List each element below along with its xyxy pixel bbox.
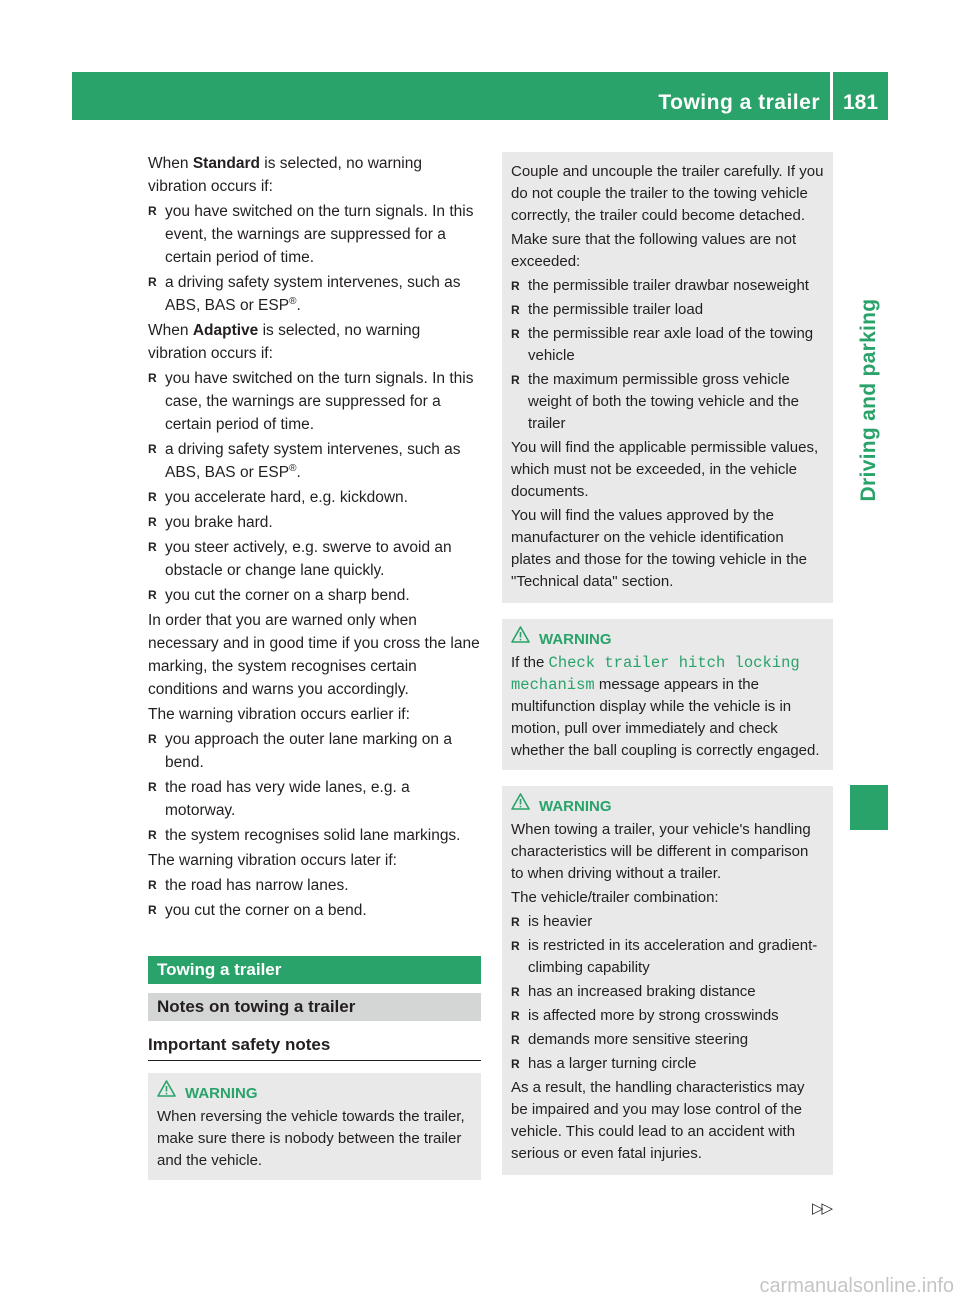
safety-notes-heading: Important safety notes [148, 1021, 481, 1061]
list-item: R is heavier [511, 911, 825, 933]
list-item: R you brake hard. [148, 511, 481, 534]
earlier-bullet-list [148, 728, 481, 847]
limits-bullet-list [511, 275, 825, 435]
warning-text: As a result, the handling characteristics may be impaired and you may lose control of the vehicle. This could lead to an accident with serious or even fatal injuries. [511, 1079, 805, 1162]
list-item: R is affected more by strong crosswinds [511, 1005, 825, 1027]
continue-arrow-icon: ▷▷ [812, 1200, 832, 1217]
list-item: R has a larger turning circle [511, 1053, 825, 1075]
list-item: R you have switched on the turn signals. In this case, the warnings are suppressed for a certain period of time. [148, 367, 481, 436]
left-column [148, 152, 481, 1180]
warning-box [502, 786, 833, 1175]
warning-box [502, 619, 833, 770]
warning-text: If the Check trailer hitch locking mechanism message appears in the multifunction display while the vehicle is in motion, pull over immediately and check whether the ball coupling is correctly engaged. [511, 654, 820, 759]
adaptive-mode-label: Adaptive [192, 322, 259, 339]
adaptive-bullet-list [148, 367, 481, 607]
standard-bullet-list [148, 200, 481, 317]
warning-triangle-icon [157, 1080, 176, 1105]
right-column [502, 152, 833, 1175]
list-item: R the permissible trailer drawbar noseweight [511, 275, 825, 297]
standard-paragraph: When Standard is selected, no warning vibration occurs if: [148, 155, 422, 195]
warning-text: When reversing the vehicle towards the trailer, make sure there is nobody between the trailer and the vehicle. [157, 1108, 465, 1169]
list-item: R demands more sensitive steering [511, 1029, 825, 1051]
list-item: R you accelerate hard, e.g. kickdown. [148, 486, 481, 509]
later-paragraph: The warning vibration occurs later if: [148, 852, 397, 869]
list-item: R the permissible trailer load [511, 299, 825, 321]
subsection-heading: Notes on towing a trailer [148, 993, 481, 1021]
display-message: Check trailer hitch locking mechanism [511, 654, 800, 694]
list-item: R you cut the corner on a bend. [148, 899, 481, 922]
warning-heading: WARNING [157, 1082, 473, 1106]
earlier-paragraph: The warning vibration occurs earlier if: [148, 706, 410, 723]
combination-bullet-list [511, 911, 825, 1075]
section-heading: Towing a trailer [148, 956, 481, 984]
info-paragraph: Couple and uncouple the trailer carefully. If you do not couple the trailer to the towing vehicle correctly, the trailer could become detached. [511, 163, 824, 224]
list-item: R the road has narrow lanes. [148, 874, 481, 897]
warning-text: When towing a trailer, your vehicle's handling characteristics will be different in comparison to when driving without a trailer. [511, 821, 811, 882]
list-item: R has an increased braking distance [511, 981, 825, 1003]
adaptive-paragraph: When Adaptive is selected, no warning vibration occurs if: [148, 322, 421, 362]
info-paragraph: You will find the values approved by the manufacturer on the vehicle identification plates and those for the towing vehicle in the "Technical data" section. [511, 507, 808, 590]
warning-text: The vehicle/trailer combination: [511, 889, 719, 906]
standard-mode-label: Standard [192, 155, 260, 172]
page-title: Towing a trailer [658, 91, 820, 114]
list-item: R you approach the outer lane marking on a bend. [148, 728, 481, 774]
later-bullet-list [148, 874, 481, 922]
list-item: R you steer actively, e.g. swerve to avoid an obstacle or change lane quickly. [148, 536, 481, 582]
chapter-tab-marker [850, 785, 888, 830]
list-item: R the system recognises solid lane markings. [148, 824, 481, 847]
warning-triangle-icon [511, 626, 530, 651]
list-item: R a driving safety system intervenes, such as ABS, BAS or ESP®. [148, 271, 481, 317]
warning-heading: WARNING [511, 795, 825, 819]
list-item: R a driving safety system intervenes, such as ABS, BAS or ESP®. [148, 438, 481, 484]
list-item: R is restricted in its acceleration and gradient-climbing capability [511, 935, 825, 979]
order-paragraph: In order that you are warned only when necessary and in good time if you cross the lane marking, the system recognises certain conditions and warns you accordingly. [148, 612, 480, 698]
info-paragraph: Make sure that the following values are not exceeded: [511, 231, 797, 270]
list-item: R you cut the corner on a sharp bend. [148, 584, 481, 607]
info-box [502, 152, 833, 603]
watermark: carmanualsonline.info [759, 1275, 954, 1297]
page-number: 181 [842, 91, 879, 114]
chapter-tab-label: Driving and parking [857, 298, 880, 502]
warning-triangle-icon [511, 793, 530, 818]
list-item: R you have switched on the turn signals. In this event, the warnings are suppressed for a certain period of time. [148, 200, 481, 269]
warning-heading: WARNING [511, 628, 825, 652]
list-item: R the maximum permissible gross vehicle weight of both the towing vehicle and the trailer [511, 369, 825, 435]
list-item: R the road has very wide lanes, e.g. a motorway. [148, 776, 481, 822]
list-item: R the permissible rear axle load of the towing vehicle [511, 323, 825, 367]
info-paragraph: You will find the applicable permissible values, which must not be exceeded, in the vehicle documents. [511, 439, 819, 500]
warning-box [148, 1073, 481, 1180]
